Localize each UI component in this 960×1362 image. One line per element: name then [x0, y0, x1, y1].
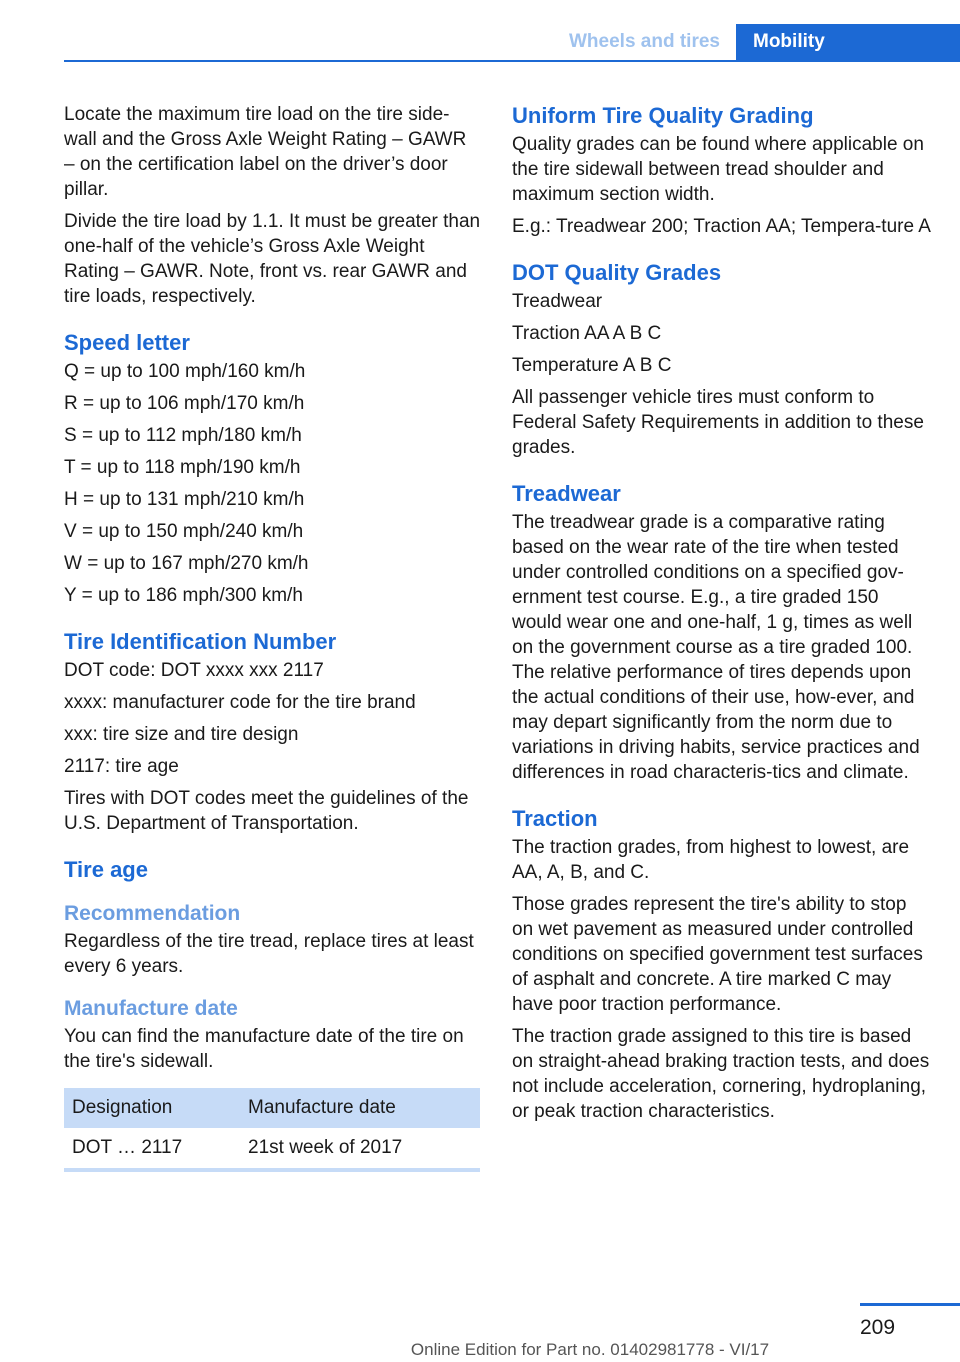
intro-paragraph: Locate the maximum tire load on the tire side-wall and the Gross Axle Weight Rating – GAWR – on the certification label on the driver’s door pillar. [64, 104, 467, 200]
speed-item: Y = up to 186 mph/300 km/h [64, 585, 303, 606]
column-header: Designation [64, 1088, 240, 1128]
speed-item: R = up to 106 mph/170 km/h [64, 393, 305, 414]
recommendation-heading: Recommendation [64, 902, 241, 925]
utqg-example: E.g.: Treadwear 200; Traction AA; Tempera-ture A [512, 216, 931, 237]
left-column [64, 102, 482, 1172]
footer-divider [860, 1303, 960, 1306]
tin-line: xxx: tire size and tire design [64, 724, 299, 745]
speed-letter-heading: Speed letter [64, 330, 190, 355]
speed-item: S = up to 112 mph/180 km/h [64, 425, 302, 446]
dot-grades-text: All passenger vehicle tires must conform to Federal Safety Requirements in addition to these grades. [512, 387, 924, 458]
tin-line: Tires with DOT codes meet the guidelines of the U.S. Department of Transportation. [64, 788, 469, 834]
dot-grade-line: Treadwear [512, 291, 603, 312]
recommendation-text: Regardless of the tire tread, replace tires at least every 6 years. [64, 931, 474, 977]
tin-line: 2117: tire age [64, 756, 179, 777]
speed-item: Q = up to 100 mph/160 km/h [64, 361, 306, 382]
tin-line: DOT code: DOT xxxx xxx 2117 [64, 660, 324, 681]
edition-footer: Online Edition for Part no. 01402981778 - VI/17 [410, 1340, 770, 1359]
treadwear-text: The treadwear grade is a comparative rating based on the wear rate of the tire when tested under controlled conditions on a specified gov-ernment test course. E.g., a tire graded 150 would wear one and one-half, 1 g, times as well on the government course as a tire graded 100. The relative performance of tires depends upon the actual conditions of their use, how-ever, and may depart significantly from the norm due to variations in driving habits, service practices and differences in road characteris-tics and climate. [512, 512, 920, 783]
manufacture-date-table [64, 1088, 480, 1172]
table-header-row [64, 1088, 480, 1128]
tin-heading: Tire Identification Number [64, 629, 337, 654]
dot-grade-line: Traction AA A B C [512, 323, 662, 344]
page-number: 209 [860, 1316, 896, 1339]
table-cell: DOT … 2117 [64, 1128, 240, 1170]
manufacture-date-text: You can find the manufacture date of the tire on the tire's sidewall. [64, 1026, 464, 1072]
tin-line: xxxx: manufacturer code for the tire brand [64, 692, 416, 713]
table-row [64, 1128, 480, 1170]
speed-item: T = up to 118 mph/190 km/h [64, 457, 301, 478]
intro-paragraph: Divide the tire load by 1.1. It must be greater than one-half of the vehicle’s Gross Axle Weight Rating – GAWR. Note, front vs. rear GAWR and tire loads, respectively. [64, 211, 481, 307]
chapter-tab[interactable]: Mobility [736, 24, 960, 60]
page-header [64, 24, 960, 62]
traction-heading: Traction [512, 806, 598, 831]
speed-item: H = up to 131 mph/210 km/h [64, 489, 305, 510]
dot-grades-heading: DOT Quality Grades [512, 260, 722, 285]
section-tab[interactable]: Wheels and tires [569, 31, 720, 52]
utqg-text: Quality grades can be found where applicable on the tire sidewall between tread shoulder and maximum section width. [512, 134, 924, 205]
right-column [512, 102, 932, 1131]
treadwear-heading: Treadwear [512, 481, 621, 506]
dot-grade-line: Temperature A B C [512, 355, 672, 376]
speed-item: V = up to 150 mph/240 km/h [64, 521, 304, 542]
traction-text: The traction grade assigned to this tire is based on straight-ahead braking traction tests, and does not include acceleration, cornering, hydroplaning, or peak traction characteristics. [512, 1026, 930, 1122]
traction-text: Those grades represent the tire's ability to stop on wet pavement as measured under controlled conditions on specified government test surfaces of asphalt and concrete. A tire marked C may have poor traction performance. [512, 894, 923, 1015]
column-header: Manufacture date [240, 1088, 480, 1128]
utqg-heading: Uniform Tire Quality Grading [512, 103, 814, 128]
speed-item: W = up to 167 mph/270 km/h [64, 553, 309, 574]
table-cell: 21st week of 2017 [240, 1128, 480, 1170]
tire-age-heading: Tire age [64, 857, 148, 882]
manufacture-date-heading: Manufacture date [64, 997, 238, 1020]
traction-text: The traction grades, from highest to lowest, are AA, A, B, and C. [512, 837, 910, 883]
